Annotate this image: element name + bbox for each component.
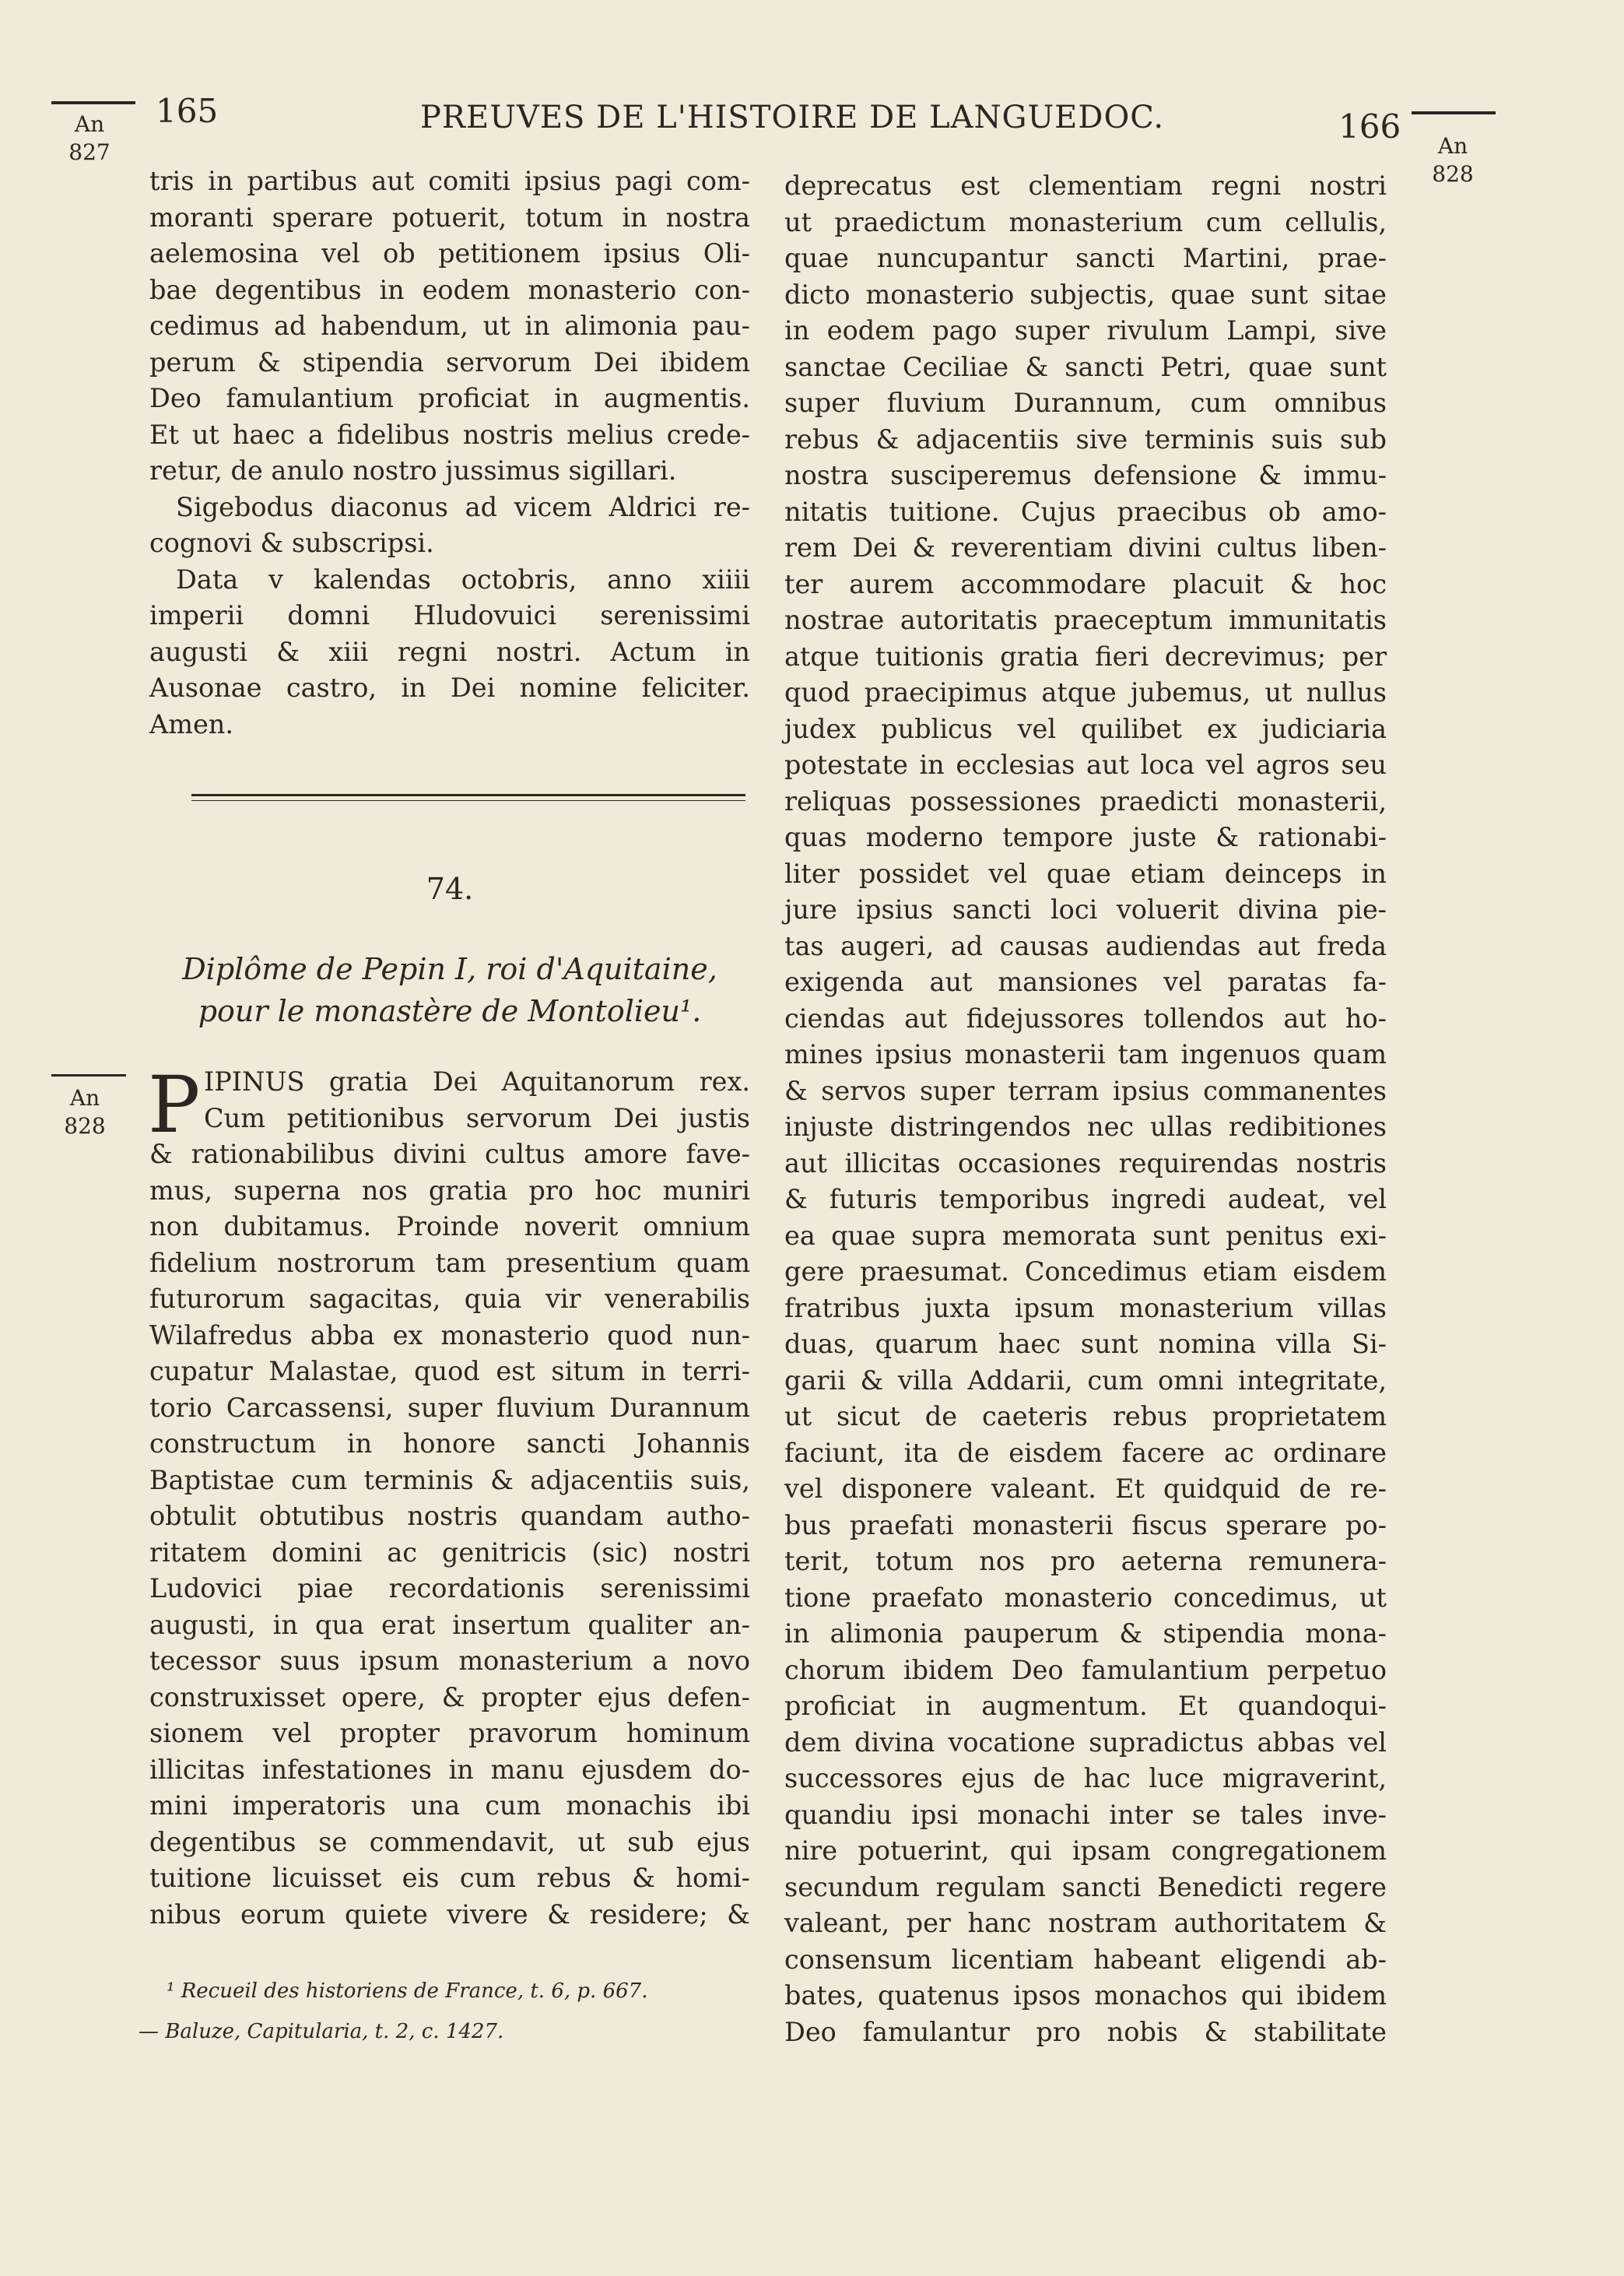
text-line: bates, quatenus ipsos monachos qui ibidem (784, 1980, 1387, 2011)
text-line: chorum ibidem Deo famulantium perpetuo (784, 1654, 1387, 1685)
text-line: Data v kalendas octobris, anno xiiii (176, 564, 750, 595)
text-line: terit, totum nos pro aeterna remunera- (784, 1546, 1387, 1576)
text-line: atque tuitionis gratia fieri decrevimus; per (784, 641, 1387, 672)
text-line: tris in partibus aut comiti ipsius pagi com- (149, 166, 750, 196)
margin-note-left-mid (58, 1084, 112, 1140)
text-line: futurorum sagacitas, quia vir venerabilis (149, 1284, 750, 1314)
header-rule-right (1412, 111, 1496, 114)
footnote-1: ¹ Recueil des historiens de France, t. 6, p. 667. (167, 1979, 648, 2003)
footnote-2: — Baluze, Capitularia, t. 2, c. 1427. (139, 2020, 504, 2043)
text-line: Et ut haec a fidelibus nostris melius crede- (149, 419, 750, 450)
text-line: aut illicitas occasiones requirendas nostris (784, 1147, 1387, 1178)
text-line: jure ipsius sancti loci voluerit divina pie- (784, 894, 1387, 925)
text-line: & servos super terram ipsius commanentes (784, 1075, 1387, 1106)
text-line: mus, superna nos gratia pro hoc muniri (149, 1175, 750, 1206)
left-column-first-lines (204, 1064, 750, 1136)
text-line: faciunt, ita de eisdem facere ac ordinare (784, 1437, 1387, 1468)
text-line: judex publicus vel quilibet ex judiciaria (784, 713, 1387, 744)
text-line: nibus eorum quiete vivere & residere; & (149, 1898, 750, 1930)
text-line: Ludovici piae recordationis serenissimi (149, 1573, 750, 1603)
text-line: sanctae Ceciliae & sancti Petri, quae sunt (784, 351, 1387, 382)
text-line: ritatem domini ac genitricis (sic) nostri (149, 1537, 750, 1568)
text-line: secundum regulam sancti Benedicti regere (784, 1871, 1387, 1902)
document-title (149, 948, 750, 1032)
margin-note-year: 827 (68, 139, 110, 165)
right-column-text (784, 168, 1387, 2050)
text-line: in eodem pago super rivulum Lampi, sive (784, 315, 1387, 346)
section-separator (191, 794, 745, 796)
text-line: nitatis tuitione. Cujus praecibus ob amo- (784, 496, 1387, 527)
text-line: quandiu ipsi monachi inter se tales inve- (784, 1799, 1387, 1830)
text-line: gere praesumat. Concedimus etiam eisdem (784, 1256, 1387, 1287)
document-title-line: Diplôme de Pepin I, roi d'Aquitaine, (182, 952, 717, 986)
text-line: proficiat in augmentum. Et quandoqui- (784, 1691, 1387, 1721)
text-line: garii & villa Addarii, cum omni integritate, (784, 1365, 1387, 1396)
text-line: nire potuerint, qui ipsam congregationem (784, 1835, 1387, 1866)
text-line: ciendas aut fidejussores tollendos aut ho- (784, 1003, 1387, 1034)
text-line: valeant, per hanc nostram authoritatem & (784, 1908, 1387, 1938)
text-line: in alimonia pauperum & stipendia mona- (784, 1618, 1387, 1649)
page-number-right: 166 (1338, 107, 1401, 146)
text-line: tas augeri, ad causas audiendas aut freda (784, 930, 1387, 961)
text-line: moranti sperare potuerit, totum in nostra (149, 202, 750, 233)
text-line: tione praefato monasterio concedimus, ut (784, 1582, 1387, 1613)
text-line: liter possidet vel quae etiam deinceps in (784, 858, 1387, 889)
text-line: tuitione licuisset eis cum rebus & homi- (149, 1863, 750, 1893)
text-line: IPINUS gratia Dei Aquitanorum rex. (204, 1066, 750, 1097)
text-line: fidelium nostrorum tam presentium quam (149, 1247, 750, 1278)
text-line: & futuris temporibus ingredi audeat, vel (784, 1184, 1387, 1214)
text-line: illicitas infestationes in manu ejusdem do- (149, 1754, 750, 1785)
text-line: aelemosina vel ob petitionem ipsius Oli- (149, 238, 750, 269)
text-line: Deo famulantium proficiat in augmentis. (149, 383, 750, 413)
text-line: tecessor suus ipsum monasterium a novo (149, 1646, 750, 1676)
text-line: torio Carcassensi, super fluvium Durannum (149, 1392, 750, 1423)
text-line: perum & stipendia servorum Dei ibidem (149, 346, 750, 378)
text-line: potestate in ecclesias aut loca vel agros seu (784, 750, 1387, 780)
text-line: sionem vel propter pravorum hominum (149, 1718, 750, 1748)
text-line: injuste distringendos nec ullas redibitiones (784, 1112, 1387, 1142)
running-header-title: PREUVES DE L'HISTOIRE DE LANGUEDOC. (420, 100, 1165, 135)
text-line: consensum licentiam habeant eligendi ab- (784, 1944, 1387, 1975)
document-number: 74. (426, 872, 474, 906)
text-line: super fluvium Durannum, cum omnibus (784, 388, 1387, 418)
text-line: augusti & xiii regni nostri. Actum in (149, 636, 750, 667)
text-line: fratribus juxta ipsum monasterium villas (784, 1292, 1387, 1323)
text-line: & rationabilibus divini cultus amore fave- (149, 1139, 750, 1169)
text-line: dem divina vocatione supradictus abbas vel (784, 1726, 1387, 1758)
text-line: rebus & adjacentiis sive terminis suis sub (784, 423, 1387, 455)
text-line: reliquas possessiones praedicti monasterii, (784, 785, 1387, 817)
text-line: obtulit obtutibus nostris quandam autho- (149, 1501, 750, 1531)
drop-cap: P (148, 1059, 201, 1150)
text-line: ter aurem accommodare placuit & hoc (784, 568, 1387, 599)
text-line: degentibus se commendavit, ut sub ejus (149, 1826, 750, 1857)
text-line: cognovi & subscripsi. (149, 528, 434, 558)
text-line: Deo famulantur pro nobis & stabilitate (784, 2016, 1387, 2047)
text-line: bae degentibus in eodem monasterio con- (149, 274, 750, 305)
margin-note-year: 828 (64, 1113, 106, 1139)
text-line: duas, quarum haec sunt nomina villa Si- (784, 1329, 1387, 1359)
text-line: nostrae autoritatis praeceptum immunitatis (784, 605, 1387, 635)
left-column-top-text (149, 163, 750, 743)
margin-note-label: An (69, 1085, 100, 1111)
text-line: imperii domni Hludovuici serenissimi (149, 600, 750, 630)
text-line: Baptistae cum terminis & adjacentiis suis, (149, 1464, 750, 1495)
margin-note-year: 828 (1432, 161, 1474, 187)
text-line: mines ipsius monasterii tam ingenuos quam (784, 1039, 1387, 1070)
text-line: quas moderno tempore juste & rationabi- (784, 822, 1387, 852)
text-line: successores ejus de hac luce migraverint, (784, 1763, 1387, 1793)
text-line: bus praefati monasterii fiscus sperare po- (784, 1509, 1387, 1540)
text-line: non dubitamus. Proinde noverit omnium (149, 1211, 750, 1242)
margin-note-right-top (1426, 132, 1480, 188)
header-rule-left (51, 101, 135, 104)
text-line: Sigebodus diaconus ad vicem Aldrici re- (176, 491, 750, 522)
section-separator-thin (191, 800, 745, 801)
text-line: Cum petitionibus servorum Dei justis (204, 1102, 750, 1133)
text-line: quod praecipimus atque jubemus, ut nullus (784, 677, 1387, 708)
margin-note-left-top (62, 111, 117, 167)
text-line: cedimus ad habendum, ut in alimonia pau- (149, 311, 750, 341)
left-column-body-text (149, 1136, 750, 1933)
text-line: mini imperatoris una cum monachis ibi (149, 1790, 750, 1821)
text-line: Wilafredus abba ex monasterio quod nun- (149, 1319, 750, 1350)
text-line: deprecatus est clementiam regni nostri (784, 170, 1387, 201)
text-line: vel disponere valeant. Et quidquid de re- (784, 1473, 1387, 1504)
margin-note-label: An (1437, 133, 1468, 159)
text-line: ut sicut de caeteris rebus proprietatem (784, 1401, 1387, 1431)
margin-rule-left-mid (51, 1074, 126, 1077)
text-line: retur, de anulo nostro jussimus sigillari. (149, 455, 677, 486)
text-line: cupatur Malastae, quod est situm in terri- (149, 1356, 750, 1386)
text-line: Ausonae castro, in Dei nomine feliciter. (149, 673, 750, 703)
text-line: augusti, in qua erat insertum qualiter an- (149, 1609, 750, 1640)
text-line: Amen. (149, 708, 234, 739)
document-title-line: pour le monastère de Montolieu¹. (198, 994, 702, 1028)
page-number-left: 165 (156, 92, 219, 130)
text-line: nostra susciperemus defensione & immu- (784, 460, 1387, 490)
text-line: rem Dei & reverentiam divini cultus liben- (784, 532, 1387, 563)
margin-note-label: An (74, 111, 105, 137)
text-line: exigenda aut mansiones vel paratas fa- (784, 967, 1387, 997)
text-line: ea quae supra memorata sunt penitus exi- (784, 1220, 1387, 1251)
text-line: quae nuncupantur sancti Martini, prae- (784, 243, 1387, 273)
text-line: ut praedictum monasterium cum cellulis, (784, 206, 1387, 237)
text-line: constructum in honore sancti Johannis (149, 1428, 750, 1459)
text-line: dicto monasterio subjectis, quae sunt sitae (784, 279, 1387, 310)
text-line: construxisset opere, & propter ejus defen- (149, 1681, 750, 1712)
